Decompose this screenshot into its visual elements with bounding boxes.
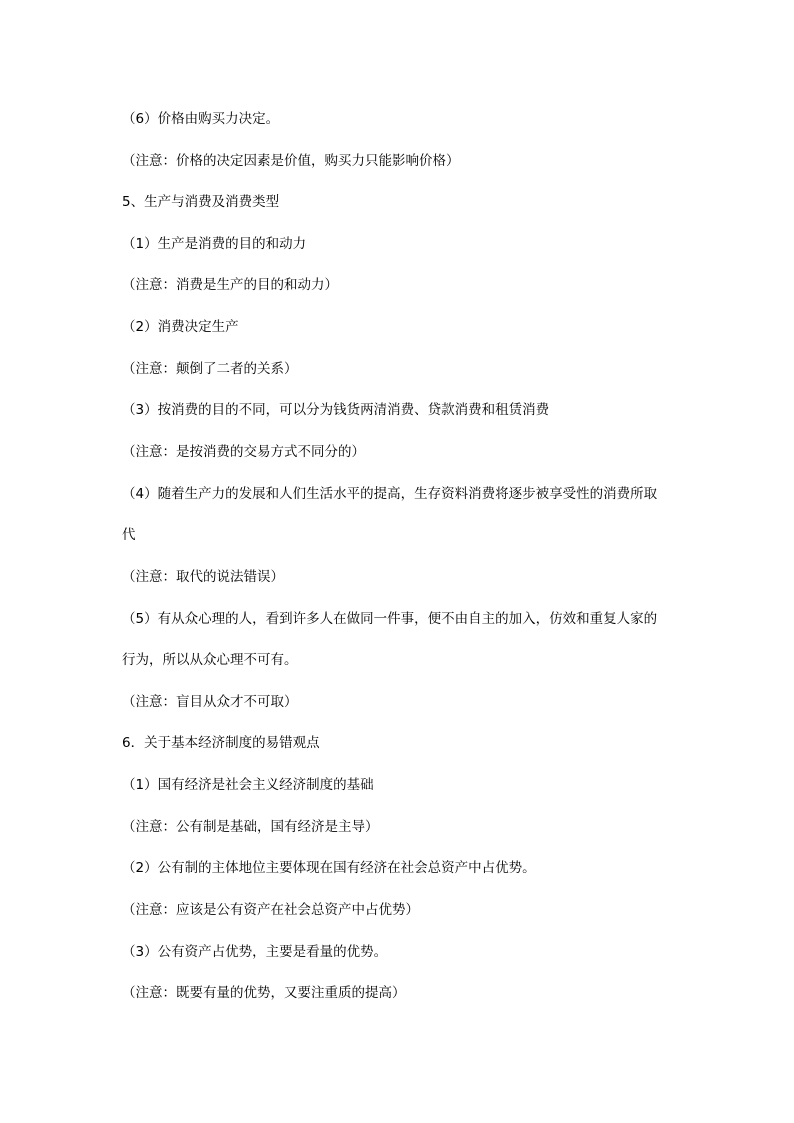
text-line: （1）生产是消费的目的和动力 (122, 236, 307, 252)
text-line: （注意：应该是公有资产在社会总资产中占优势） (122, 902, 419, 918)
text-line: （注意：盲目从众才不可取） (122, 694, 298, 710)
text-line: （注意：取代的说法错误） (122, 569, 284, 585)
text-line: （注意：消费是生产的目的和动力） (122, 277, 338, 293)
text-line: （5）有从众心理的人，看到许多人在做同一件事，便不由自主的加入，仿效和重复人家的 (122, 611, 658, 627)
section-heading: 6．关于基本经济制度的易错观点 (122, 735, 320, 751)
text-line: （注意：是按消费的交易方式不同分的） (122, 444, 365, 460)
text-line: 代 (122, 527, 136, 543)
text-line: （3）公有资产占优势，主要是看量的优势。 (122, 944, 388, 960)
text-line: （6）价格由购买力决定。 (122, 111, 280, 127)
text-line: 行为，所以从众心理不可有。 (122, 652, 298, 668)
text-line: （4）随着生产力的发展和人们生活水平的提高，生存资料消费将逐步被享受性的消费所取 (122, 486, 658, 502)
text-line: （2）消费决定生产 (122, 319, 239, 335)
text-line: （1）国有经济是社会主义经济制度的基础 (122, 777, 374, 793)
text-line: （注意：公有制是基础，国有经济是主导） (122, 819, 379, 835)
text-line: （2）公有制的主体地位主要体现在国有经济在社会总资产中占优势。 (122, 860, 536, 876)
text-line: （注意：颠倒了二者的关系） (122, 361, 298, 377)
text-line: （注意：价格的决定因素是价值，购买力只能影响价格） (122, 153, 460, 169)
text-line: （注意：既要有量的优势，又要注重质的提高） (122, 985, 406, 1001)
section-heading: 5、生产与消费及消费类型 (122, 194, 280, 210)
text-line: （3）按消费的目的不同，可以分为钱货两清消费、贷款消费和租赁消费 (122, 402, 550, 418)
